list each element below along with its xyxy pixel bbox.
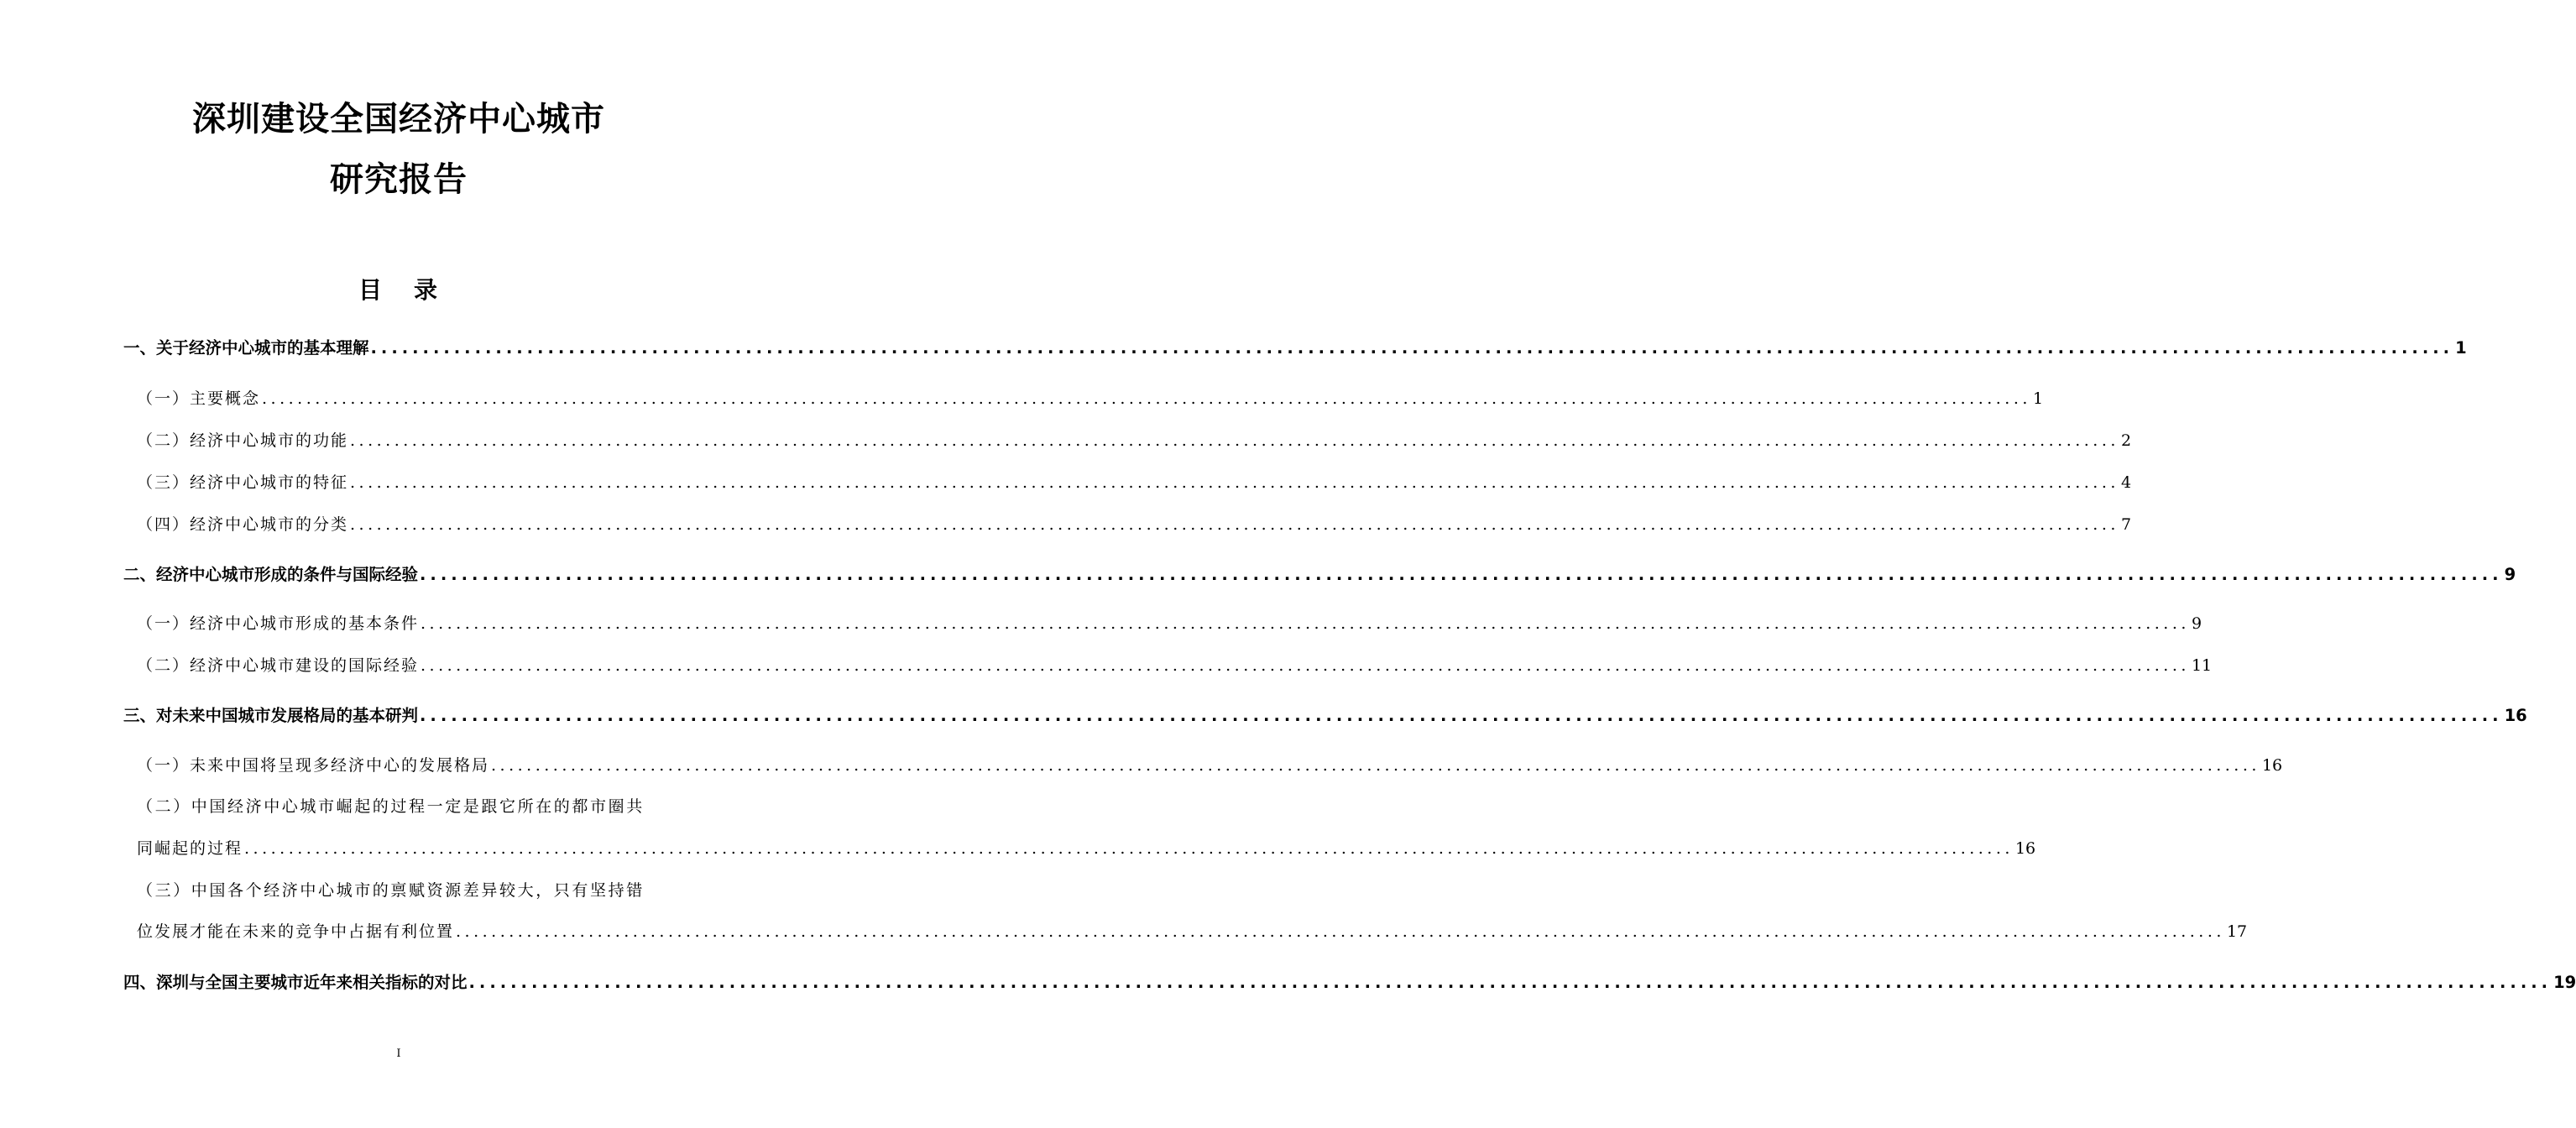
toc-entry-label-continued: 位发展才能在未来的竞争中占据有利位置: [137, 922, 455, 941]
toc-entry-page: 1: [2455, 338, 2467, 358]
toc-dot-leader: ........................................................................................................................................................................................................: [420, 706, 2503, 725]
toc-entry-page: 2: [2120, 431, 2132, 450]
toc-entry-page: 16: [2014, 839, 2036, 858]
toc-dot-leader: ........................................................................................................................................................................................................: [456, 922, 2225, 941]
toc-dot-leader: ........................................................................................................................................................................................................: [370, 338, 2454, 358]
toc-entry-page: 16: [2504, 706, 2527, 725]
toc-entry-label: （二）经济中心城市建设的国际经验: [137, 656, 420, 675]
toc-entry-label: 二、经济中心城市形成的条件与国际经验: [123, 565, 419, 584]
toc-entry-page: 16: [2261, 756, 2283, 775]
toc-heading-char-2: 录: [414, 276, 440, 304]
toc-dot-leader: ........................................................................................................................................................................................................: [350, 431, 2119, 450]
toc-entry-level-1[interactable]: [123, 700, 2527, 728]
toc-entry-page: 19: [2553, 973, 2576, 992]
toc-entry-level-2[interactable]: [137, 749, 2283, 778]
document-title-line-2: 研究报告: [330, 160, 468, 199]
toc-entry-page: 11: [2191, 656, 2213, 675]
toc-entry-page: 9: [2504, 565, 2516, 584]
toc-entry-level-2-wrapped[interactable]: [137, 875, 676, 903]
toc-dot-leader: ........................................................................................................................................................................................................: [420, 565, 2503, 584]
toc-dot-leader: ........................................................................................................................................................................................................: [350, 515, 2119, 534]
toc-entry-label: （三）中国各个经济中心城市的禀赋资源差异较大，只有坚持错: [137, 881, 645, 900]
toc-entry-page: 7: [2120, 515, 2132, 534]
toc-entry-label: （一）未来中国将呈现多经济中心的发展格局: [137, 756, 490, 775]
toc-entry-level-2[interactable]: [137, 467, 2132, 495]
toc-heading: [0, 275, 797, 306]
toc-entry-label: （一）经济中心城市形成的基本条件: [137, 614, 420, 633]
toc-dot-leader: ........................................................................................................................................................................................................: [421, 614, 2190, 633]
toc-heading-char-1: 目: [358, 276, 384, 304]
toc-entry-level-2[interactable]: [137, 650, 2213, 678]
toc-entry-level-1[interactable]: [123, 559, 2516, 588]
toc-entry-label: （三）经济中心城市的特征: [137, 473, 349, 492]
toc-entry-page: 1: [2032, 389, 2044, 408]
toc-dot-leader: ........................................................................................................................................................................................................: [421, 656, 2190, 675]
toc-entry-label: （一）主要概念: [137, 389, 261, 408]
toc-entry-label: （二）经济中心城市的功能: [137, 431, 349, 450]
toc-entry-page: 4: [2120, 473, 2132, 492]
toc-entry-level-1[interactable]: [123, 332, 2467, 361]
toc-entry-level-2[interactable]: [137, 383, 2044, 411]
toc-dot-leader: ........................................................................................................................................................................................................: [491, 756, 2260, 775]
toc-entry-label-continued: 同崛起的过程: [137, 839, 243, 858]
page-number: I: [396, 1047, 401, 1060]
toc-entry-label: （四）经济中心城市的分类: [137, 515, 349, 534]
toc-dot-leader: ........................................................................................................................................................................................................: [350, 473, 2119, 492]
toc-entry-label: 三、对未来中国城市发展格局的基本研判: [123, 706, 419, 725]
toc-entry-label: （二）中国经济中心城市崛起的过程一定是跟它所在的都市圈共: [137, 797, 645, 816]
toc-entry-page: 9: [2191, 614, 2202, 633]
document-title-line-1: 深圳建设全国经济中心城市: [192, 100, 605, 138]
toc-dot-leader: ........................................................................................................................................................................................................: [468, 973, 2552, 992]
toc-entry-level-2[interactable]: [137, 425, 2132, 453]
toc-entry-page: 17: [2226, 922, 2248, 941]
toc-entry-level-2[interactable]: [137, 608, 2202, 636]
toc-dot-leader: ........................................................................................................................................................................................................: [262, 389, 2031, 408]
toc-entry-label: 四、深圳与全国主要城市近年来相关指标的对比: [123, 973, 468, 992]
toc-entry-level-2[interactable]: [137, 509, 2132, 537]
toc-entry-label: 一、关于经济中心城市的基本理解: [123, 338, 369, 358]
toc-entry-level-1[interactable]: [123, 967, 2576, 995]
toc-entry-continuation[interactable]: [137, 916, 2248, 944]
toc-entry-continuation[interactable]: [137, 833, 2036, 861]
toc-entry-level-2-wrapped[interactable]: [137, 791, 676, 819]
toc-dot-leader: ........................................................................................................................................................................................................: [244, 839, 2014, 858]
